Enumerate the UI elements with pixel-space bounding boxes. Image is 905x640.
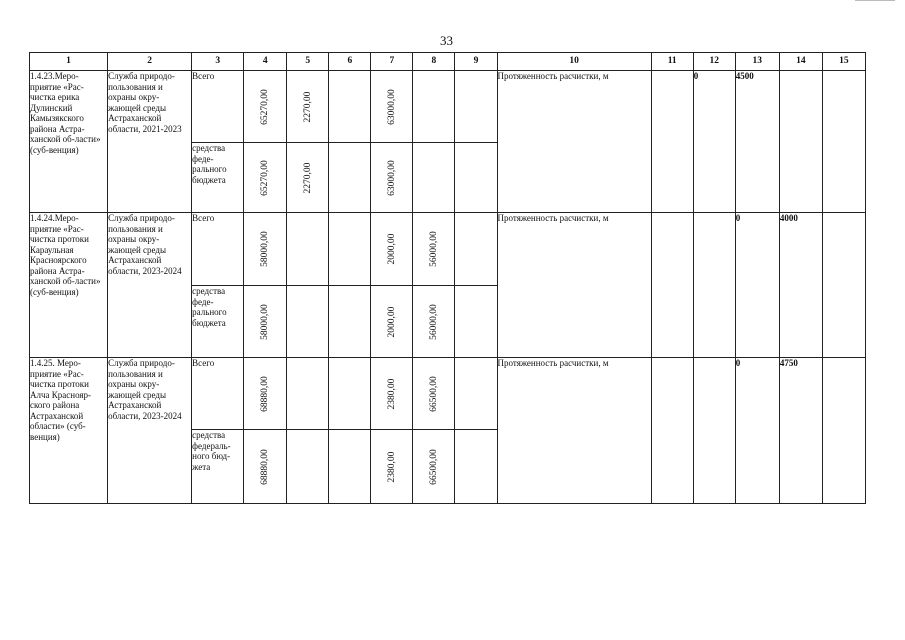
cell-col-7 — [371, 358, 413, 430]
cell-col-6 — [329, 143, 371, 213]
cell-col-8 — [413, 143, 455, 213]
program-table — [29, 52, 866, 504]
cell-col-11 — [651, 213, 693, 358]
cell-value: 68880,00 — [259, 375, 270, 412]
finance-label: Всего — [192, 213, 244, 286]
cell-col-9 — [455, 143, 497, 213]
header-col-4: 4 — [244, 53, 287, 71]
measure-executor: Служба природо-пользования и охраны окру-жающей среды Астраханской области, 2021-2023 — [108, 71, 192, 213]
cell-value: 56000,00 — [428, 303, 439, 340]
header-col-7: 7 — [371, 53, 413, 71]
cell-col-4 — [244, 358, 287, 430]
finance-label: средства федераль-ного бюд-жета — [192, 430, 244, 504]
measure-name: 1.4.25. Меро-приятие «Рас-чистка протоки Алча Краснояр-ского района Астраханской области» (суб-венция) — [30, 358, 108, 504]
header-col-9: 9 — [455, 53, 497, 71]
cell-col-9 — [455, 286, 497, 358]
cell-col-6 — [329, 213, 371, 286]
header-col-13: 13 — [735, 53, 779, 71]
header-col-8: 8 — [413, 53, 455, 71]
measure-executor: Служба природо-пользования и охраны окру-жающей среды Астраханской области, 2023-2024 — [108, 358, 192, 504]
cell-col-9 — [455, 213, 497, 286]
cell-col-5 — [287, 286, 329, 358]
cell-col-4 — [244, 286, 287, 358]
indicator-value-col-12 — [693, 358, 735, 504]
table-row — [30, 358, 866, 430]
cell-col-11 — [651, 71, 693, 213]
cell-value: 56000,00 — [428, 231, 439, 267]
indicator-value-col-14 — [779, 71, 822, 213]
indicator-value-col-14: 4750 — [779, 358, 822, 504]
measure-name: 1.4.24.Меро-приятие «Рас-чистка протоки Караульная Красноярского района Астра-ханской об-ласти» (суб-венция) — [30, 213, 108, 358]
cell-col-7 — [371, 430, 413, 504]
header-col-2: 2 — [108, 53, 192, 71]
cell-col-6 — [329, 358, 371, 430]
cell-col-5 — [287, 143, 329, 213]
header-col-11: 11 — [651, 53, 693, 71]
header-col-5: 5 — [287, 53, 329, 71]
cell-value: 65270,00 — [259, 159, 270, 196]
cell-col-5 — [287, 213, 329, 286]
cell-col-15 — [822, 71, 865, 213]
finance-label: Всего — [192, 71, 244, 143]
cell-col-15 — [822, 358, 865, 504]
indicator-value-col-14: 4000 — [779, 213, 822, 358]
indicator-value-col-13: 0 — [735, 358, 779, 504]
cell-col-4 — [244, 143, 287, 213]
indicator-name: Протяженность расчистки, м — [497, 358, 651, 504]
cell-col-6 — [329, 71, 371, 143]
cell-col-6 — [329, 286, 371, 358]
header-col-15: 15 — [822, 53, 865, 71]
cell-col-8 — [413, 213, 455, 286]
finance-label: Всего — [192, 358, 244, 430]
finance-label: средства феде-рального бюджета — [192, 143, 244, 213]
measure-executor: Служба природо-пользования и охраны окру-жающей среды Астраханской области, 2023-2024 — [108, 213, 192, 358]
header-col-10: 10 — [497, 53, 651, 71]
cell-col-5 — [287, 71, 329, 143]
cell-col-8 — [413, 286, 455, 358]
cell-value: 68880,00 — [259, 448, 270, 485]
cell-value: 2380,00 — [386, 378, 397, 409]
indicator-value-col-13: 4500 — [735, 71, 779, 213]
cell-col-5 — [287, 430, 329, 504]
cell-col-8 — [413, 430, 455, 504]
indicator-value-col-13: 0 — [735, 213, 779, 358]
cell-value: 63000,00 — [386, 159, 397, 196]
cell-col-7 — [371, 143, 413, 213]
header-col-12: 12 — [693, 53, 735, 71]
cell-col-8 — [413, 358, 455, 430]
cell-col-5 — [287, 358, 329, 430]
cell-col-9 — [455, 430, 497, 504]
cell-col-9 — [455, 71, 497, 143]
cell-value: 66500,00 — [428, 375, 439, 412]
cell-value: 2000,00 — [386, 233, 397, 265]
cell-value: 2270,00 — [302, 162, 313, 193]
cell-value: 58000,00 — [259, 231, 270, 267]
header-col-14: 14 — [779, 53, 822, 71]
indicator-value-col-12: 0 — [693, 71, 735, 213]
table-row — [30, 71, 866, 143]
cell-col-4 — [244, 430, 287, 504]
header-col-1: 1 — [30, 53, 108, 71]
cell-value: 65270,00 — [259, 88, 270, 125]
cell-col-4 — [244, 213, 287, 286]
cell-col-15 — [822, 213, 865, 358]
cell-col-6 — [329, 430, 371, 504]
cell-value: 66500,00 — [428, 448, 439, 485]
scan-edge-mark — [855, 0, 895, 1]
cell-col-7 — [371, 213, 413, 286]
cell-value: 63000,00 — [386, 88, 397, 125]
cell-col-4 — [244, 71, 287, 143]
page-number: 33 — [440, 33, 453, 48]
cell-value: 2000,00 — [386, 306, 397, 337]
cell-col-7 — [371, 71, 413, 143]
indicator-name: Протяженность расчистки, м — [497, 71, 651, 213]
header-row — [30, 53, 866, 71]
cell-col-9 — [455, 358, 497, 430]
cell-value: 58000,00 — [259, 303, 270, 340]
indicator-name: Протяженность расчистки, м — [497, 213, 651, 358]
finance-label: средства феде-рального бюджета — [192, 286, 244, 358]
cell-col-11 — [651, 358, 693, 504]
measure-name: 1.4.23.Меро-приятие «Рас-чистка ерика Дулинский Камызякского района Астра-ханской об-ласти» (суб-венция) — [30, 71, 108, 213]
header-col-3: 3 — [192, 53, 244, 71]
indicator-value-col-12 — [693, 213, 735, 358]
cell-col-7 — [371, 286, 413, 358]
table-row — [30, 213, 866, 286]
cell-value: 2270,00 — [302, 91, 313, 122]
cell-value: 2380,00 — [386, 451, 397, 482]
cell-col-8 — [413, 71, 455, 143]
header-col-6: 6 — [329, 53, 371, 71]
